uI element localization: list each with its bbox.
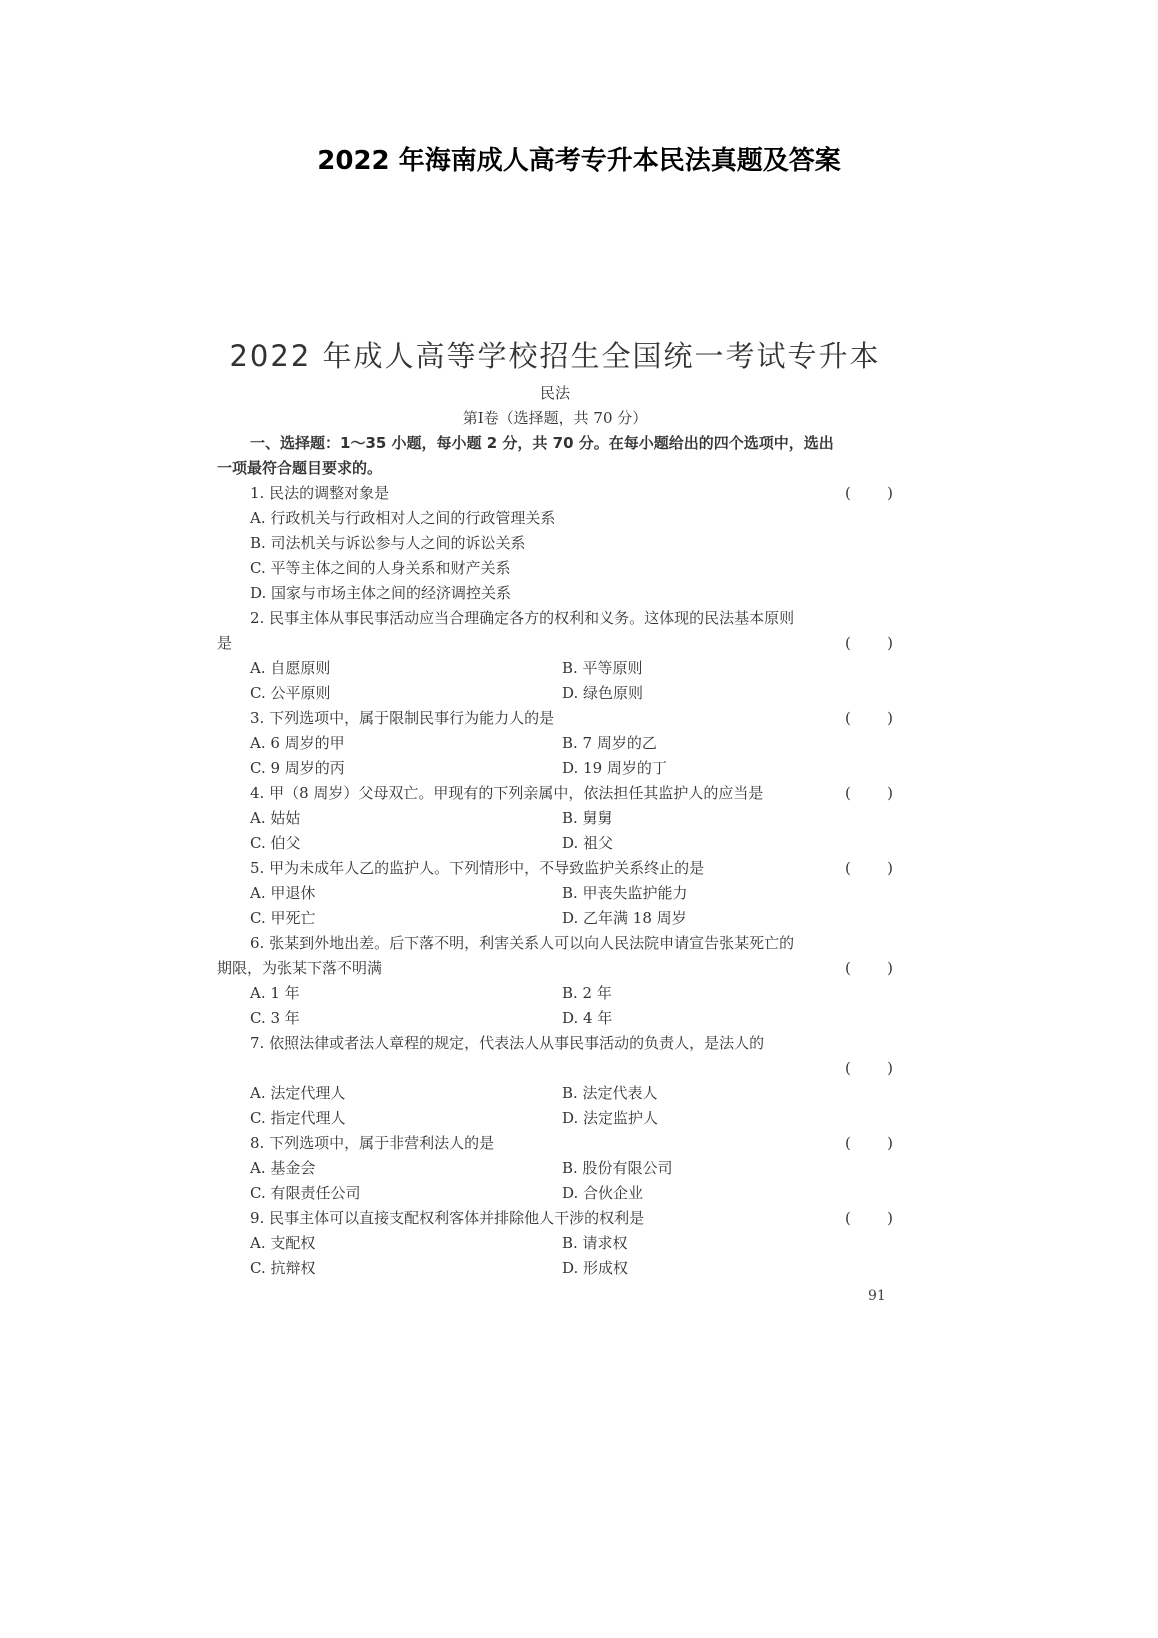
question-stem: 2. 民事主体从事民事活动应当合理确定各方的权利和义务。这体现的民法基本原则: [250, 609, 795, 627]
paren-open: (: [845, 784, 851, 802]
question-stem: 6. 张某到外地出差。后下落不明，利害关系人可以向人民法院申请宣告张某死亡的: [250, 934, 795, 952]
option-row: [217, 1156, 893, 1181]
answer-parentheses: [845, 856, 893, 881]
question-stem: 5. 甲为未成年人乙的监护人。下列情形中，不导致监护关系终止的是 ( ): [217, 856, 893, 881]
option: A. 6 周岁的甲: [250, 734, 345, 752]
option-row: [217, 1006, 893, 1031]
option-row: [217, 881, 893, 906]
question-stem: 1. 民法的调整对象是 ( ): [217, 481, 893, 506]
paren-open: (: [845, 959, 851, 977]
option: C. 有限责任公司: [250, 1184, 361, 1202]
option: B. 法定代表人: [562, 1084, 658, 1102]
option: B. 平等原则: [562, 659, 643, 677]
question-stem: 是 ( ): [217, 631, 893, 656]
option-row: [217, 831, 893, 856]
exam-title: 2022 年成人高等学校招生全国统一考试专升本: [229, 339, 881, 373]
option: B. 甲丧失监护能力: [562, 884, 688, 902]
option-row: [217, 731, 893, 756]
option-row: [217, 1106, 893, 1131]
option: D. 4 年: [562, 1009, 613, 1027]
option: B. 请求权: [562, 1234, 628, 1252]
option-row: [217, 906, 893, 931]
question-stem: 7. 依照法律或者法人章程的规定，代表法人从事民事活动的负责人，是法人的: [250, 1034, 765, 1052]
paren-close: ): [887, 859, 893, 877]
option: B. 股份有限公司: [562, 1159, 673, 1177]
option: D. 形成权: [562, 1259, 629, 1277]
paren-open: (: [845, 1134, 851, 1152]
part-heading: 第Ⅰ卷（选择题，共 70 分）: [462, 409, 648, 427]
option: A. 行政机关与行政相对人之间的行政管理关系: [250, 509, 556, 527]
option: C. 9 周岁的丙: [250, 759, 345, 777]
option: A. 1 年: [250, 984, 300, 1002]
paren-close: ): [887, 1134, 893, 1152]
question-stem: 9. 民事主体可以直接支配权利客体并排除他人干涉的权利是 ( ): [217, 1206, 893, 1231]
answer-parentheses: [845, 481, 893, 506]
option: C. 甲死亡: [250, 909, 316, 927]
option-row: [217, 806, 893, 831]
paren-close: ): [887, 959, 893, 977]
paren-open: (: [845, 709, 851, 727]
option-row: [217, 1231, 893, 1256]
option: D. 祖父: [562, 834, 614, 852]
option: C. 公平原则: [250, 684, 331, 702]
paren-close: ): [887, 484, 893, 502]
document-title: 2022 年海南成人高考专升本民法真题及答案: [317, 146, 841, 176]
option: A. 甲退休: [250, 884, 316, 902]
option: C. 伯父: [250, 834, 301, 852]
question-stem: 4. 甲（8 周岁）父母双亡。甲现有的下列亲属中，依法担任其监护人的应当是 ( ): [217, 781, 893, 806]
option-row: [217, 656, 893, 681]
paren-close: ): [887, 634, 893, 652]
page-number: 91: [868, 1288, 886, 1304]
option: D. 乙年满 18 周岁: [562, 909, 687, 927]
option: B. 舅舅: [562, 809, 613, 827]
option: C. 3 年: [250, 1009, 300, 1027]
answer-parentheses: [845, 1056, 893, 1081]
question-stem: [217, 1056, 893, 1081]
option-row: [217, 1081, 893, 1106]
paren-close: ): [887, 1059, 893, 1077]
option: A. 法定代理人: [250, 1084, 346, 1102]
option-row: [217, 981, 893, 1006]
answer-parentheses: [845, 956, 893, 981]
paren-open: (: [845, 1059, 851, 1077]
option: C. 指定代理人: [250, 1109, 346, 1127]
option: A. 姑姑: [250, 809, 301, 827]
option: A. 自愿原则: [250, 659, 331, 677]
paren-open: (: [845, 484, 851, 502]
question-stem: 8. 下列选项中，属于非营利法人的是 ( ): [217, 1131, 893, 1156]
section-instruction: 一、选择题：1～35 小题，每小题 2 分，共 70 分。在每小题给出的四个选项中，选出: [250, 434, 834, 452]
answer-parentheses: [845, 1131, 893, 1156]
subject-heading: 民法: [539, 384, 570, 402]
option: D. 19 周岁的丁: [562, 759, 667, 777]
option: D. 国家与市场主体之间的经济调控关系: [250, 584, 512, 602]
question-stem: 3. 下列选项中，属于限制民事行为能力人的是 ( ): [217, 706, 893, 731]
answer-parentheses: [845, 781, 893, 806]
paren-close: ): [887, 1209, 893, 1227]
exam-page: [217, 381, 893, 1281]
option: B. 7 周岁的乙: [562, 734, 657, 752]
answer-parentheses: [845, 1206, 893, 1231]
option-row: [217, 756, 893, 781]
question-list: [217, 481, 893, 1281]
question-stem: 期限，为张某下落不明满 ( ): [217, 956, 893, 981]
option: B. 司法机关与诉讼参与人之间的诉讼关系: [250, 534, 526, 552]
option: A. 支配权: [250, 1234, 316, 1252]
answer-parentheses: [845, 706, 893, 731]
option-row: [217, 681, 893, 706]
option: D. 合伙企业: [562, 1184, 644, 1202]
paren-open: (: [845, 634, 851, 652]
option: C. 抗辩权: [250, 1259, 316, 1277]
option: C. 平等主体之间的人身关系和财产关系: [250, 559, 511, 577]
option: D. 法定监护人: [562, 1109, 659, 1127]
option: D. 绿色原则: [562, 684, 644, 702]
paren-close: ): [887, 784, 893, 802]
paren-close: ): [887, 709, 893, 727]
answer-parentheses: [845, 631, 893, 656]
option-row: [217, 1181, 893, 1206]
option-row: [217, 1256, 893, 1281]
paren-open: (: [845, 859, 851, 877]
paren-open: (: [845, 1209, 851, 1227]
section-instruction-cont: 一项最符合题目要求的。: [217, 459, 383, 477]
option: A. 基金会: [250, 1159, 316, 1177]
option: B. 2 年: [562, 984, 612, 1002]
